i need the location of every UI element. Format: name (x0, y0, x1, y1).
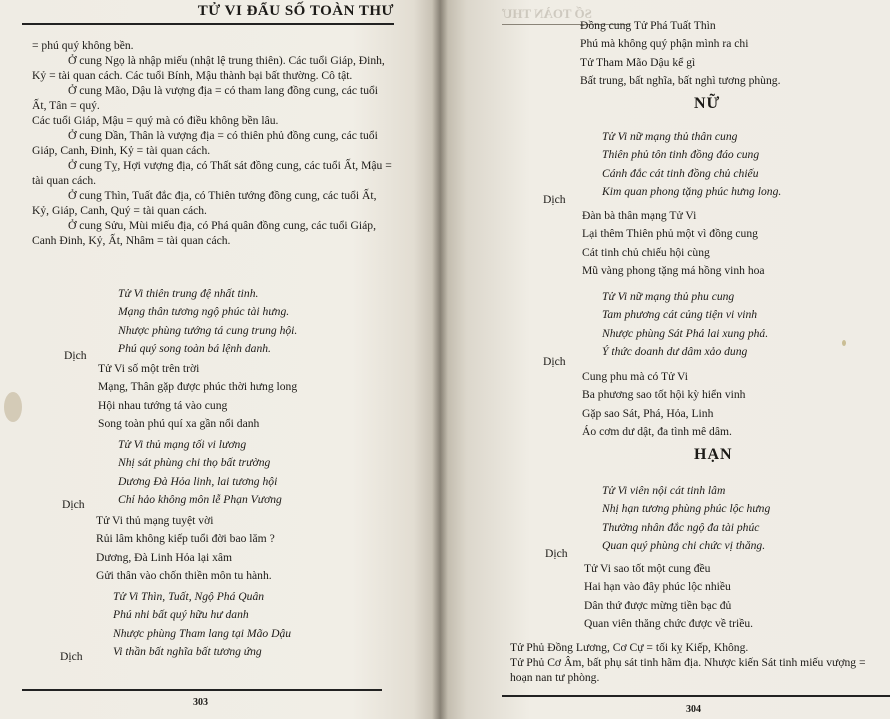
verse-line: Lại thêm Thiên phủ một vì đồng cung (582, 227, 758, 241)
verse-line: Gặp sao Sát, Phá, Hỏa, Linh (582, 406, 714, 420)
verse-line: Quan viên thăng chức được về triều. (584, 616, 754, 630)
verse-line: Tử Vi Thìn, Tuất, Ngộ Phá Quân (113, 590, 265, 603)
verse-line: Kim quan phong tặng phúc hưng long. (602, 184, 782, 198)
verse-line: Nhược phùng Sát Phá lai xung phá. (602, 326, 769, 340)
left-verse-3 (113, 588, 291, 661)
verse-line: Nhị hạn tương phùng phúc lộc hưng (602, 502, 771, 516)
dich-label: Dịch (60, 650, 83, 663)
verse-line: Đàn bà thân mạng Tử Vi (582, 209, 697, 222)
footer-rule (502, 695, 890, 697)
right-bottom-prose (510, 640, 875, 685)
prose-paragraph: Ở cung Dần, Thân là vượng địa = có thiên phủ đồng cung, các tuổi Giáp, Canh, Đinh, Kỷ = tài quan cách. (32, 129, 378, 157)
prose-paragraph: Ở cung Thìn, Tuất đắc địa, có Thiên tướng đồng cung, các tuổi Ất, Kỷ, Giáp, Canh, Quý = tài quan cách. (32, 189, 377, 217)
prose-paragraph: Ở cung Mão, Dậu là vượng địa = có tham lang đồng cung, các tuổi Ất, Tân = quý. (32, 84, 379, 112)
dich-label: Dịch (62, 498, 85, 511)
right-verse-3 (602, 482, 770, 555)
verse-line: Dân thứ được mừng tiền bạc đủ (584, 598, 732, 612)
verse-line: Ba phương sao tốt hội kỳ hiển vinh (582, 388, 746, 402)
left-verse-2 (118, 436, 282, 509)
verse-line: Tử Vi thủ mạng tối vi lương (118, 438, 247, 451)
verse-line: Cung phu mà có Tử Vi (582, 370, 688, 383)
left-translation-2 (96, 512, 275, 585)
verse-line: Tử Vi thiên trung đệ nhất tinh. (118, 287, 259, 300)
verse-line: Dương Đà Hỏa linh, lai tương hội (118, 474, 278, 488)
verse-line: Phú mà không quý phận mình ra chi (580, 37, 749, 51)
right-translation-1 (582, 207, 765, 280)
verse-line: Gửi thân vào chốn thiền môn tu hành. (96, 568, 272, 582)
book-gutter (432, 0, 448, 719)
section-title: NỮ (694, 95, 721, 112)
right-verse-1 (602, 128, 781, 201)
page-speck (842, 340, 846, 346)
dich-label: Dịch (545, 547, 568, 560)
verse-line: Mạng thân tương ngộ phúc tài hưng. (118, 305, 290, 319)
verse-line: Tử Vi viên nội cát tinh lâm (602, 484, 726, 497)
verse-line: Quan quý phùng chi chức vị thăng. (602, 538, 766, 552)
right-translation-3 (584, 560, 753, 633)
verse-line: Nhược phùng tướng tá cung trung hội. (118, 323, 298, 337)
verse-line: Hội nhau tướng tá vào cung (98, 398, 228, 412)
verse-line: Đồng cung Tử Phá Tuất Thìn (580, 19, 716, 32)
header-rule (22, 23, 394, 25)
verse-line: Phú nhi bất quý hữu hư danh (113, 608, 249, 622)
right-verse-2 (602, 288, 768, 361)
verse-line: Tam phương cát củng tiện vi vinh (602, 308, 758, 322)
page-number: 304 (686, 704, 701, 715)
prose-paragraph: Ở cung Tỵ, Hợi vượng địa, có Thất sát đồng cung, các tuổi Ất, Mậu = tài quan cách. (32, 159, 392, 187)
verse-line: Cánh đắc cát tinh đồng chủ chiếu (602, 166, 759, 180)
dich-label: Dịch (543, 355, 566, 368)
verse-line: Hai hạn vào đây phúc lộc nhiều (584, 580, 731, 594)
right-translation-2 (582, 368, 745, 441)
verse-line: Chỉ hảo không môn lễ Phạn Vương (118, 492, 282, 506)
verse-line: Tử Vi thủ mạng tuyệt vời (96, 514, 214, 527)
verse-line: Rủi lâm không kiếp tuổi đời bao lăm ? (96, 532, 275, 546)
verse-line: Tử Vi sao tốt một cung đều (584, 562, 711, 575)
page-stain (4, 392, 22, 422)
verse-line: Ý thức doanh dư dâm xảo dung (602, 344, 748, 358)
prose-line: = phú quý không bền. (32, 39, 134, 52)
bleed-through-text: SỐ TOÀN THƯ (502, 6, 592, 21)
prose-paragraph: Các tuổi Giáp, Mậu = quý mà có điều không bền lâu. (32, 114, 279, 127)
footer-rule (22, 689, 382, 691)
left-translation-1 (98, 360, 297, 433)
page-number: 303 (193, 697, 208, 708)
prose-paragraph: Ở cung Ngọ là nhập miếu (nhật lệ trung thiên). Các tuổi Giáp, Đinh, Kỷ = tài quan cách. Các tuổi Bính, Mậu thành bại bất thường. Cô tật. (32, 54, 385, 82)
verse-line: Vi thần bất nghĩa bất tương ứng (113, 644, 262, 658)
verse-line: Tử Vi nữ mạng thủ thân cung (602, 130, 738, 143)
verse-line: Bất trung, bất nghĩa, bất nghì tương phùng. (580, 73, 781, 87)
prose-paragraph: Tử Phủ Cơ Âm, bất phụ sát tinh hãm địa. Nhược kiến Sát tinh miếu vượng = hoạn nan tư phòng. (510, 656, 866, 684)
verse-line: Thiên phủ tôn tinh đồng đáo cung (602, 148, 760, 162)
verse-line: Dương, Đà Linh Hỏa lại xâm (96, 550, 233, 564)
section-title: HẠN (694, 446, 733, 463)
verse-line: Thường nhân đắc ngộ đa tài phúc (602, 520, 760, 534)
verse-line: Áo cơm dư dật, đa tình mê dâm. (582, 424, 732, 438)
verse-line: Nhược phùng Tham lang tại Mão Dậu (113, 626, 292, 640)
left-page (0, 0, 440, 719)
verse-line: Nhị sát phùng chi thọ bất trường (118, 456, 271, 470)
right-page (440, 0, 890, 719)
prose-paragraph: Ở cung Sửu, Mùi miếu địa, có Phá quân đồng cung, các tuổi Giáp, Canh Đinh, Kỷ, Ất, Nhâm = tài quan cách. (32, 219, 376, 247)
dich-label: Dịch (64, 349, 87, 362)
verse-line: Mũ vàng phong tặng má hồng vinh hoa (582, 263, 765, 277)
verse-line: Tử Vi số một trên trời (98, 362, 200, 375)
right-top-verse (580, 17, 780, 90)
verse-line: Mạng, Thân gặp được phúc thời hưng long (98, 380, 298, 394)
verse-line: Tử Tham Mão Dậu kể gì (580, 55, 696, 69)
prose-paragraph: Tử Phủ Đồng Lương, Cơ Cự = tối kỵ Kiếp, Không. (510, 641, 749, 654)
left-prose (32, 38, 392, 248)
verse-line: Phú quý song toàn bá lệnh danh. (118, 341, 271, 355)
dich-label: Dịch (543, 193, 566, 206)
verse-line: Song toàn phú quí xa gần nổi danh (98, 416, 260, 430)
verse-line: Tử Vi nữ mạng thủ phu cung (602, 290, 735, 303)
verse-line: Cát tinh chủ chiếu hội cùng (582, 245, 710, 259)
left-verse-1 (118, 285, 297, 358)
running-head: TỬ VI ĐẨU SỐ TOÀN THƯ (197, 3, 394, 19)
